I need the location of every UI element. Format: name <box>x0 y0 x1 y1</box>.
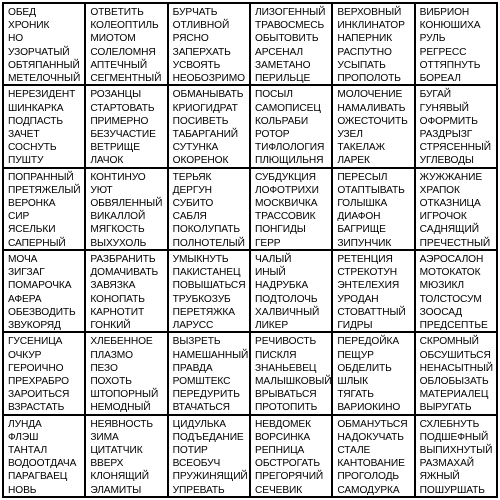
word: АРСЕНАЛ <box>255 46 303 58</box>
word: ПОНГИДЫ <box>255 224 306 236</box>
word-cell <box>415 85 497 167</box>
word: ПОМАРОЧКА <box>8 280 72 292</box>
word-cell <box>85 85 167 167</box>
word-cell <box>168 415 250 497</box>
word: ТРУБКОЗУБ <box>172 293 231 305</box>
word: АПТЕЧНЫЙ <box>90 59 148 71</box>
word: ЗИПУНЧИК <box>337 237 392 249</box>
word: ШЛЫК <box>337 375 368 387</box>
word-cell <box>3 168 85 250</box>
word: УЗОРЧАТЫЙ <box>8 46 70 58</box>
word: СИР <box>8 211 30 223</box>
word: ОФОРМИТЬ <box>419 115 478 127</box>
word: АФЕРА <box>8 293 42 305</box>
word: ВТАЧАТЬСЯ <box>172 402 230 414</box>
word: САМОПИСЕЦ <box>255 102 321 114</box>
word: НАДОКУЧАТЬ <box>337 431 404 443</box>
word: ПОТИР <box>172 445 208 457</box>
word: БУРЧАТЬ <box>172 7 218 18</box>
word: ГЕРР <box>255 237 281 249</box>
word: ТАНТАЛ <box>8 445 48 457</box>
word: УСВОЯТЬ <box>172 59 221 71</box>
word: НЕВДОМЕК <box>255 418 311 430</box>
word: РЕТЕНЦИЯ <box>337 254 393 265</box>
word: СТРЕКОТУН <box>337 267 398 279</box>
word: ПОПРАННЫЙ <box>8 171 74 183</box>
word: УГЛЕВОДЫ <box>419 155 474 167</box>
word: СКРОМНЫЙ <box>419 336 479 348</box>
word: БЕЗУЧАСТИЕ <box>90 128 156 140</box>
word: ОТВЕТИТЬ <box>90 7 144 18</box>
word: ПЕРЕСЫЛ <box>337 171 388 183</box>
word: ЗАВЯЗКА <box>90 280 136 292</box>
word-cell <box>250 332 332 414</box>
word: ГЕРОИЧНО <box>8 362 64 374</box>
word: ГИДРЫ <box>337 320 373 332</box>
word: ЗИМА <box>90 431 119 443</box>
word: ЭНТЕЛЕХИЯ <box>337 280 400 292</box>
word: НЕНАСЫТНЫЙ <box>419 362 494 374</box>
word: СУБИТО <box>172 198 214 210</box>
word: ПОЛНОТЕЛЫЙ <box>172 237 245 249</box>
word: ПОСЫЛ <box>255 89 293 101</box>
word: РЯСНО <box>172 33 209 45</box>
word: ПОДТОЛОЧЬ <box>255 293 318 305</box>
word: ВАРИОКИНО <box>337 402 401 414</box>
word: ОБЫТОВИТЬ <box>255 33 319 45</box>
word: ГОНКИЙ <box>90 320 131 332</box>
word-cell <box>168 168 250 250</box>
word: НЕМОДНЫЙ <box>90 402 151 414</box>
word: ГУСЕНИЦА <box>8 336 63 348</box>
word: ОКОРЕНОК <box>172 155 229 167</box>
word: МОСКВИЧКА <box>255 198 318 210</box>
word: ОБТЯПАННЫЙ <box>8 59 80 71</box>
word: ЯЖНЫЙ <box>419 471 460 483</box>
word-cell <box>415 168 497 250</box>
word: ДОМАЧИВАТЬ <box>90 267 159 279</box>
word: РОЗАНЦЫ <box>90 89 141 101</box>
word: ПОДШЕФНЫЙ <box>419 431 489 443</box>
word: ПУШТУ <box>8 155 44 167</box>
word: РЕГРЕСС <box>419 46 467 58</box>
word: ЛОФОТРИХИ <box>255 184 319 196</box>
word: ТЕРЬЯК <box>172 171 212 183</box>
word: ШТОПОРНЫЙ <box>90 389 159 401</box>
word-cell <box>332 168 414 250</box>
word: СТРЯСЕННЫЙ <box>419 142 492 154</box>
word: ОБВЯЛЕННЫЙ <box>90 198 163 210</box>
word-cell <box>415 250 497 332</box>
word: РЕЧИВОСТЬ <box>255 336 317 348</box>
word-cell <box>332 250 414 332</box>
word: ПЕРЕТЯЖКА <box>172 306 235 318</box>
word: ПРОПОЛОТЬ <box>337 73 401 85</box>
word: ФЛЭШ <box>8 431 39 443</box>
word: ЦИТАТЧИК <box>90 445 143 457</box>
word: ОЧКУР <box>8 349 42 361</box>
word: МОТОКАТОК <box>419 267 481 279</box>
word: РУЛЬ <box>419 33 446 45</box>
word: ИНКЛИНАТОР <box>337 20 405 32</box>
word: ЗНАНЬЕВЕЦ <box>255 362 317 374</box>
word: УЗЕЛ <box>337 128 363 140</box>
word: ДИАФОН <box>337 211 381 223</box>
word: КОНЮШИХА <box>419 20 481 32</box>
word-cell <box>3 250 85 332</box>
word: ЗИГЗАГ <box>8 267 45 279</box>
word: СТАРТОВАТЬ <box>90 102 155 114</box>
word-cell <box>3 415 85 497</box>
word: ОТКАЗНИЦА <box>419 198 481 210</box>
word: КОНОПАТЬ <box>90 293 145 305</box>
word-cell <box>415 3 497 85</box>
word-cell <box>250 250 332 332</box>
word: КАРНОТИТ <box>90 306 145 318</box>
word: ТИФЛОЛОГИЯ <box>255 142 325 154</box>
word: ОБМАНЫВАТЬ <box>172 89 244 101</box>
word: УПРЕВАТЬ <box>172 484 225 496</box>
word: ТАБАРГАНИЙ <box>172 128 239 140</box>
word: ЦИДУЛЬКА <box>172 418 226 430</box>
word: ЛИЗОГЕННЫЙ <box>255 7 326 18</box>
word: НЕОБОЗРИМО <box>172 73 245 85</box>
word: ТОЛСТОСУМ <box>419 293 482 305</box>
word-cell <box>85 250 167 332</box>
word: ПРИМЕРНО <box>90 115 149 127</box>
word: ВЗРАСТАТЬ <box>8 402 65 414</box>
word: ОТТЯПНУТЬ <box>419 59 481 71</box>
word: ВОРСИНКА <box>255 431 311 443</box>
word: ПОШУРШАТЬ <box>419 484 485 496</box>
word: ПОДПАСТЬ <box>8 115 63 127</box>
word: СЕГМЕНТНЫЙ <box>90 73 162 85</box>
word: ПЕРЕДОЙКА <box>337 336 400 348</box>
word: ЧАЛЫЙ <box>255 254 292 265</box>
word: МОЧА <box>8 254 38 265</box>
word: НЕРЕЗИДЕНТ <box>8 89 76 101</box>
word: САДНЯЩИЙ <box>419 224 479 236</box>
word: РАЗДРЫЗГ <box>419 128 473 140</box>
word: ВВЕРХ <box>90 458 124 470</box>
word: ОБЕД <box>8 7 36 18</box>
word: НАДРУБКА <box>255 280 309 292</box>
word: ПЕЩУР <box>337 349 374 361</box>
word-cell <box>332 415 414 497</box>
word: ПРОТОПИТЬ <box>255 402 318 414</box>
word: УРОДАН <box>337 293 379 305</box>
word: СТАЛЕ <box>337 445 371 457</box>
word: МЕТЕЛОЧНЫЙ <box>8 73 81 85</box>
word: БУГАЙ <box>419 89 452 101</box>
word: МАТЕРИАЛЕЦ <box>419 389 489 401</box>
word: СТОВАТТНЫЙ <box>337 306 406 318</box>
word: ГУНЯВЫЙ <box>419 102 469 114</box>
word: ВРЫВАТЬСЯ <box>255 389 317 401</box>
word: ПРЕХРАБРО <box>8 375 69 387</box>
word-cell <box>250 3 332 85</box>
word-cell <box>332 3 414 85</box>
word: ОБЕЗВОДИТЬ <box>8 306 76 318</box>
word: ШИНКАРКА <box>8 102 64 114</box>
word: ПАРАГВАЕЦ <box>8 471 68 483</box>
word: ВЕРОНКА <box>8 198 56 210</box>
word-cell <box>168 250 250 332</box>
word: НАМЕШАННЫЙ <box>172 349 249 361</box>
word: САБЛЯ <box>172 211 207 223</box>
word: КОНТИНУО <box>90 171 146 183</box>
word: ПЕРЕДУРИТЬ <box>172 389 240 401</box>
word: ЛАРЕК <box>337 155 370 167</box>
word: ПОСИВЕТЬ <box>172 115 229 127</box>
word: КРИОГИДРАТ <box>172 102 238 114</box>
word: ЗАПЕРХАТЬ <box>172 46 231 58</box>
word-grid <box>2 2 498 498</box>
word: ПРУЖИНЯЩИЙ <box>172 471 248 483</box>
word: ОБСУШИТЬСЯ <box>419 349 491 361</box>
word: ЯСЕЛЬКИ <box>8 224 56 236</box>
word: ПЛЮЩИЛЬНЯ <box>255 155 324 167</box>
word: ВЕТРИЩЕ <box>90 142 140 154</box>
word: ЗООСАД <box>419 306 463 318</box>
word-cell <box>3 332 85 414</box>
word: ГОЛЫШКА <box>337 198 388 210</box>
word: КАНТОВАНИЕ <box>337 458 405 470</box>
word: БОРЕАЛ <box>419 73 461 85</box>
word: ОТЛИВНОЙ <box>172 20 230 32</box>
word: КОЛЬРАБИ <box>255 115 309 127</box>
word: ПИСКЛЯ <box>255 349 297 361</box>
word: ПОХОТЬ <box>90 375 132 387</box>
word: СХЛЕБНУТЬ <box>419 418 480 430</box>
word: РОТОР <box>255 128 290 140</box>
word-cell <box>250 415 332 497</box>
word-cell <box>85 168 167 250</box>
word: ПРЕЧЕСТНЫЙ <box>419 237 491 249</box>
word: УСЫПАТЬ <box>337 59 386 71</box>
word: НАПЕРНИК <box>337 33 393 45</box>
word: ОБСТРОГАТЬ <box>255 458 320 470</box>
word: ТАКЕЛАЖ <box>337 142 385 154</box>
word: ИНЫЙ <box>255 267 286 279</box>
word: ХЛЕБЕННОЕ <box>90 336 153 348</box>
word-cell <box>250 85 332 167</box>
word: МЯГКОСТЬ <box>90 224 145 236</box>
word: РАСПУТНО <box>337 46 392 58</box>
word: РОМШТЕКС <box>172 375 231 387</box>
word: ЗАЧЕТ <box>8 128 40 140</box>
word: МИОТОМ <box>90 33 136 45</box>
word-cell <box>415 332 497 414</box>
word: ЛАРУСС <box>172 320 214 332</box>
word: ВЫПИХНУТЫЙ <box>419 445 493 457</box>
word: ПРЕДСЕПТЬЕ <box>419 320 488 332</box>
word: ЛУНДА <box>8 418 42 430</box>
word: НЕЯВНОСТЬ <box>90 418 153 430</box>
word: ОБМАНУТЬСЯ <box>337 418 408 430</box>
word: ПОДЪЕДАНИЕ <box>172 431 244 443</box>
word: ВЫРУГАТЬ <box>419 402 472 414</box>
word-cell <box>3 85 85 167</box>
word: ДЕРГУН <box>172 184 212 196</box>
word: ПАКИСТАНЕЦ <box>172 267 241 279</box>
word-cell <box>332 332 414 414</box>
word: РЕПНИЦА <box>255 445 305 457</box>
word-cell <box>168 85 250 167</box>
word: ВЕРХОВНЫЙ <box>337 7 402 18</box>
word: ПЛАЗМО <box>90 349 133 361</box>
word: ПЕРИЛЬЦЕ <box>255 73 311 85</box>
word-cell <box>332 85 414 167</box>
word: СУТУНКА <box>172 142 219 154</box>
word: САПЕРНЫЙ <box>8 237 66 249</box>
word: ЗАРОИТЬСЯ <box>8 389 70 401</box>
word: КОЛЕОПТИЛЬ <box>90 20 159 32</box>
word: МОЛОЧЕНИЕ <box>337 89 403 101</box>
word-cell <box>415 415 497 497</box>
word: СОЛЕЛОМНЯ <box>90 46 156 58</box>
word: МЮЗИКЛ <box>419 280 464 292</box>
word: ВСЕОБУЧ <box>172 458 221 470</box>
word-cell <box>3 3 85 85</box>
word: НО <box>8 33 24 45</box>
word: ВИКАЛЛОЙ <box>90 211 146 223</box>
word: ЭЛАМИТЫ <box>90 484 142 496</box>
word: ЛИКЕР <box>255 320 289 332</box>
word: ПОВЫШАТЬСЯ <box>172 280 246 292</box>
word-cell <box>85 415 167 497</box>
word: УЮТ <box>90 184 113 196</box>
word: АЭРОСАЛОН <box>419 254 484 265</box>
word: СОСНУТЬ <box>8 142 57 154</box>
word: ПОКОЛУПАТЬ <box>172 224 240 236</box>
word: ИГРОЧОК <box>419 211 467 223</box>
word: СУБДУКЦИЯ <box>255 171 316 183</box>
word-cell <box>168 332 250 414</box>
word: ОЖЕСТОЧИТЬ <box>337 115 408 127</box>
word: НОВЬ <box>8 484 37 496</box>
word: БАГРИЩЕ <box>337 224 386 236</box>
word-cell <box>85 332 167 414</box>
word: ВЫЗРЕТЬ <box>172 336 221 348</box>
word: НАМАЛИВАТЬ <box>337 102 406 114</box>
word: ХРАПОК <box>419 184 460 196</box>
word: ТЯГАТЬ <box>337 389 374 401</box>
word: ЗВУКОРЯД <box>8 320 61 332</box>
word: ПРЕТЯЖЕЛЫЙ <box>8 184 81 196</box>
word: ЗАМЕТАНО <box>255 59 311 71</box>
word: ХАЛВИЧНЫЙ <box>255 306 320 318</box>
word-cell <box>168 3 250 85</box>
word: ПРАВДА <box>172 362 213 374</box>
word: ОБДЕЛИТЬ <box>337 362 392 374</box>
word: МАЛЫШКОВЫЙ <box>255 375 332 387</box>
word: РАЗМАХАЙ <box>419 458 474 470</box>
word: ВИБРИОН <box>419 7 470 18</box>
word: ПРОГОЛОДЬ <box>337 471 399 483</box>
word: УМЫКНУТЬ <box>172 254 229 265</box>
word: ТРАВОСМЕСЬ <box>255 20 325 32</box>
word: КЛОНЯЩИЙ <box>90 471 149 483</box>
word: ТРАССОВИК <box>255 211 316 223</box>
word-cell <box>85 3 167 85</box>
word: ЛАЧОК <box>90 155 124 167</box>
word: САМОДУРКА <box>337 484 400 496</box>
word: ЖУЖЖАНИЕ <box>419 171 483 183</box>
word: ПЕЗО <box>90 362 118 374</box>
word: ВОДООТДАЧА <box>8 458 77 470</box>
word: ПРЕГОРЯЧИЙ <box>255 471 324 483</box>
word: СЕЧЕВИК <box>255 484 303 496</box>
word: ОБЛОБЫЗАТЬ <box>419 375 489 387</box>
word-cell <box>250 168 332 250</box>
word: ХРОНИК <box>8 20 50 32</box>
word: РАЗБРАНИТЬ <box>90 254 156 265</box>
word: ВЫХУХОЛЬ <box>90 237 147 249</box>
word: ОТАПТЫВАТЬ <box>337 184 405 196</box>
